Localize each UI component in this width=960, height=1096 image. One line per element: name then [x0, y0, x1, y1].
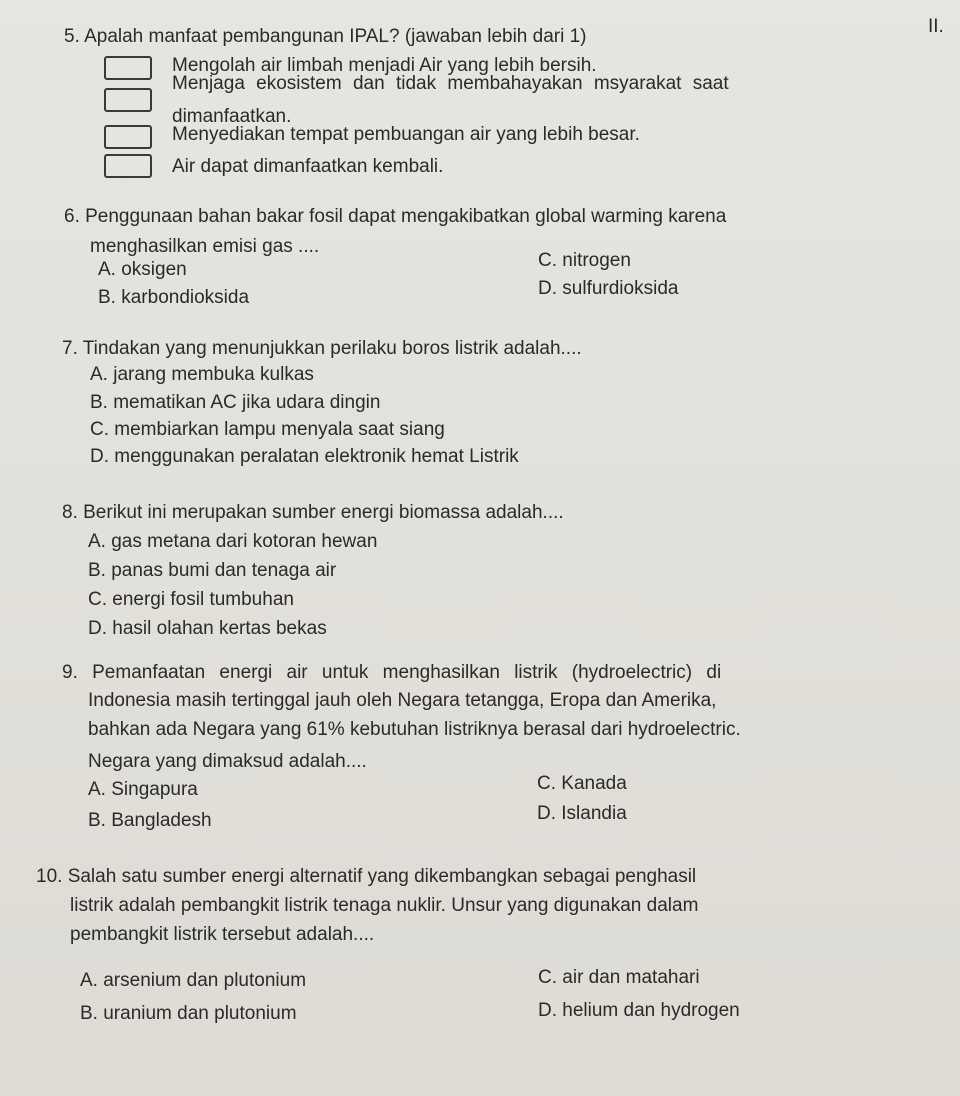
q9-option-a: A. Singapura — [88, 779, 198, 800]
question-6-stem-line2: menghasilkan emisi gas .... — [90, 236, 320, 257]
question-5-stem: 5. Apalah manfaat pembangunan IPAL? (jawaban lebih dari 1) — [64, 26, 587, 47]
question-10-stem-line3: pembangkit listrik tersebut adalah.... — [70, 924, 375, 945]
q6-option-a: A. oksigen — [98, 259, 187, 280]
q5-option-3-text: Menyediakan tempat pembuangan air yang lebih besar. — [172, 124, 640, 145]
checkbox-q5-option-4[interactable] — [104, 154, 152, 178]
question-10-stem-line1: 10. Salah satu sumber energi alternatif yang dikembangkan sebagai penghasil — [36, 866, 697, 887]
question-9-stem-line1: 9. Pemanfaatan energi air untuk menghasilkan listrik (hydroelectric) di — [62, 662, 722, 683]
q7-option-a: A. jarang membuka kulkas — [90, 364, 314, 385]
q6-option-c: C. nitrogen — [538, 250, 631, 271]
q6-option-d: D. sulfurdioksida — [538, 278, 679, 299]
q10-option-c: C. air dan matahari — [538, 967, 700, 988]
q9-option-c: C. Kanada — [537, 773, 627, 794]
question-7-stem: 7. Tindakan yang menunjukkan perilaku boros listrik adalah.... — [62, 338, 582, 359]
question-9-stem-line2: Indonesia masih tertinggal jauh oleh Negara tetangga, Eropa dan Amerika, — [88, 690, 717, 711]
checkbox-q5-option-3[interactable] — [104, 125, 152, 149]
q9-option-b: B. Bangladesh — [88, 810, 212, 831]
q8-option-b: B. panas bumi dan tenaga air — [88, 560, 337, 581]
q5-option-2-text: Menjaga ekosistem dan tidak membahayakan msyarakat saat — [172, 73, 729, 94]
question-10-stem-line2: listrik adalah pembangkit listrik tenaga nuklir. Unsur yang digunakan dalam — [70, 895, 699, 916]
question-6-stem-line1: 6. Penggunaan bahan bakar fosil dapat mengakibatkan global warming karena — [64, 206, 727, 227]
q5-option-1-text: Mengolah air limbah menjadi Air yang lebih bersih. — [172, 55, 597, 76]
q7-option-c: C. membiarkan lampu menyala saat siang — [90, 419, 445, 440]
section-label: II. — [928, 16, 944, 37]
q5-option-2-text-cont: dimanfaatkan. — [172, 106, 292, 127]
checkbox-q5-option-2[interactable] — [104, 88, 152, 112]
question-9-stem-line4: Negara yang dimaksud adalah.... — [88, 751, 367, 772]
q10-option-a: A. arsenium dan plutonium — [80, 970, 307, 991]
q8-option-d: D. hasil olahan kertas bekas — [88, 618, 327, 639]
q9-option-d: D. Islandia — [537, 803, 627, 824]
q10-option-b: B. uranium dan plutonium — [80, 1003, 297, 1024]
q7-option-d: D. menggunakan peralatan elektronik hemat Listrik — [90, 446, 519, 467]
question-9-stem-line3: bahkan ada Negara yang 61% kebutuhan listriknya berasal dari hydroelectric. — [88, 719, 741, 740]
checkbox-q5-option-1[interactable] — [104, 56, 152, 80]
q10-option-d: D. helium dan hydrogen — [538, 1000, 740, 1021]
q7-option-b: B. mematikan AC jika udara dingin — [90, 392, 381, 413]
q8-option-a: A. gas metana dari kotoran hewan — [88, 531, 378, 552]
q5-option-4-text: Air dapat dimanfaatkan kembali. — [172, 156, 444, 177]
q8-option-c: C. energi fosil tumbuhan — [88, 589, 294, 610]
question-8-stem: 8. Berikut ini merupakan sumber energi biomassa adalah.... — [62, 502, 564, 523]
q6-option-b: B. karbondioksida — [98, 287, 250, 308]
